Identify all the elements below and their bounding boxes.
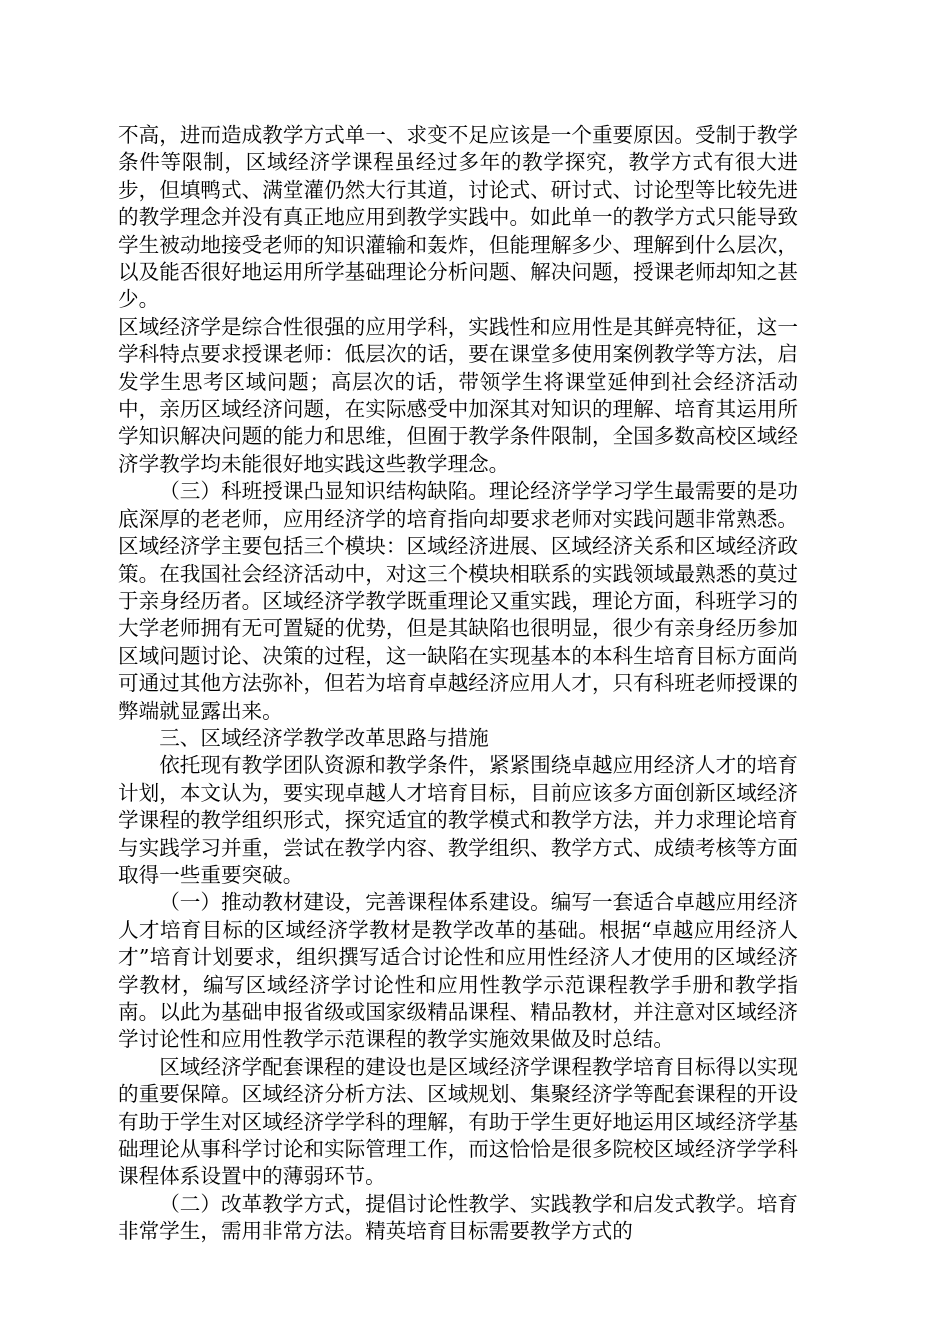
document-page	[118, 122, 798, 1246]
paragraph-teaching-method-issue: 不高，进而造成教学方式单一、求变不足应该是一个重要原因。受制于教学条件等限制，区域经济学课程虽经过多年的教学探究，教学方式有很大进步，但填鸭式、满堂灌仍然大行其道，讨论式、研讨式、讨论型等比较先进的教学理念并没有真正地应用到教学实践中。如此单一的教学方式只能导致学生被动地接受老师的知识灌输和轰炸，但能理解多少、理解到什么层次，以及能否很好地运用所学基础理论分析问题、解决问题，授课老师却知之甚少。	[118, 123, 798, 312]
paragraph-knowledge-structure: （三）科班授课凸显知识结构缺陷。理论经济学学习学生最需要的是功底深厚的老老师，应用经济学的培育指向却要求老师对实践问题非常熟悉。区域经济学主要包括三个模块：区域经济进展、区域经济关系和区域经济政策。在我国社会经济活动中，对这三个模块相联系的实践领域最熟悉的莫过于亲身经历者。区域经济学教学既重理论又重实践，理论方面，科班学习的大学老师拥有无可置疑的优势，但是其缺陷也很明显，很少有亲身经历参加区域问题讨论、决策的过程，这一缺陷在实现基本的本科生培育目标方面尚可通过其他方法弥补，但若为培育卓越经济应用人才，只有科班老师授课的弊端就显露出来。	[118, 479, 798, 723]
paragraph-reform-overview: 依托现有教学团队资源和教学条件，紧紧围绕卓越应用经济人才的培育计划，本文认为，要实现卓越人才培育目标，目前应该多方面创新区域经济学课程的教学组织形式，探究适宜的教学模式和教学方法，并力求理论培育与实践学习并重，尝试在教学内容、教学组织、教学方式、成绩考核等方面取得一些重要突破。	[118, 753, 798, 887]
paragraph-supporting-courses: 区域经济学配套课程的建设也是区域经济学课程教学培育目标得以实现的重要保障。区域经济分析方法、区域规划、集聚经济学等配套课程的开设有助于学生对区域经济学学科的理解，有助于学生更好地运用区域经济学基础理论从事科学讨论和实际管理工作，而这恰恰是很多院校区域经济学学科课程体系设置中的薄弱环节。	[118, 1054, 798, 1189]
paragraph-applied-discipline: 区域经济学是综合性很强的应用学科，实践性和应用性是其鲜亮特征，这一学科特点要求授课老师：低层次的话，要在课堂多使用案例教学等方法，启发学生思考区域问题；高层次的话，带领学生将课堂延伸到社会经济活动中，亲历区域经济问题，在实际感受中加深其对知识的理解、培育其运用所学知识解决问题的能力和思维，但囿于教学条件限制，全国多数高校区域经济学教学均未能很好地实践这些教学理念。	[118, 314, 798, 476]
section-heading-reform: 三、区域经济学教学改革思路与措施	[159, 725, 489, 750]
paragraph-textbook-construction: （一）推动教材建设，完善课程体系建设。编写一套适合卓越应用经济人才培育目标的区域经济学教材是教学改革的基础。根据“卓越应用经济人才”培育计划要求，组织撰写适合讨论性和应用性经济人才使用的区域经济学教材，编写区域经济学讨论性和应用性教学示范课程教学手册和教学指南。以此为基础申报省级或国家级精品课程、精品教材，并注意对区域经济学讨论性和应用性教学示范课程的教学实施效果做及时总结。	[118, 890, 798, 1052]
paragraph-teaching-method-reform: （二）改革教学方式，提倡讨论性教学、实践教学和启发式教学。培育非常学生，需用非常方法。精英培育目标需要教学方式的	[118, 1191, 798, 1244]
